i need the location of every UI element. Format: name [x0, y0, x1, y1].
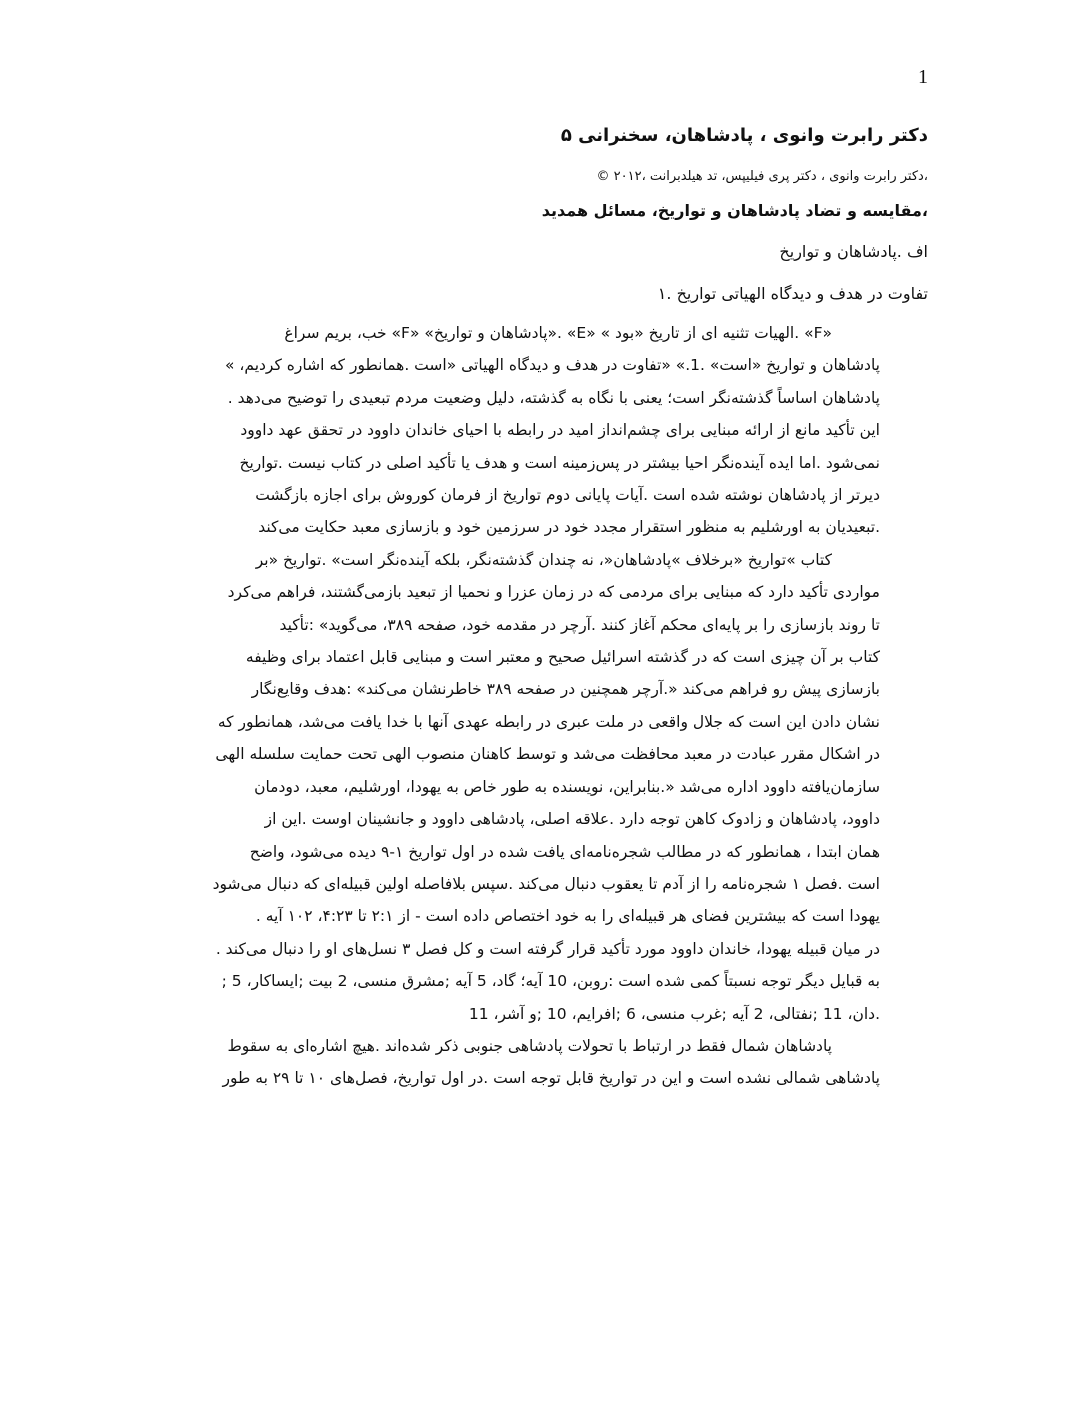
document-body [158, 122, 928, 1095]
paragraph-line: پادشاهان شمال فقط در ارتباط با تحولات پادشاهی جنوبی ذکر شده‌اند .هیچ اشاره‌ای به سقوط [227, 1036, 832, 1055]
paragraph-line: دیرتر از پادشاهان نوشته شده است .آیات پایانی دوم تواریخ از فرمان کوروش برای اجازه بازگشت [255, 486, 880, 505]
document-title: دکتر رابرت وانوی ، پادشاهان، سخنرانی ۵ [560, 125, 928, 146]
paragraph-line: .تبعیدیان به اورشلیم به منظور استقرار مجدد خود در سرزمین خود و بازسازی معبد حکایت می‌کند [258, 518, 880, 537]
paragraph-line: سازمان‌یافته داوود اداره می‌شد «.بنابراین، نویسنده به طور خاص به یهودا، اورشلیم، معبد، دودمان [254, 777, 880, 796]
copyright-line: ،دکتر رابرت وانوی ، دکتر پری فیلیپس، تد هیلدبرانت ،۲۰۱۲ © [596, 169, 928, 184]
paragraph-line: پادشاهی شمالی نشده است و این در تواریخ قابل توجه است .در اول تواریخ، فصل‌های ۱۰ تا ۲۹ به طور [222, 1069, 880, 1088]
paragraph-2 [158, 544, 928, 1030]
page-number: 1 [918, 66, 928, 88]
paragraph-line: به قبایل دیگر توجه نسبتاً کمی شده است :روبن، 10 آیه؛ گاد، 5 آیه ;مشرق منسی، 2 بیت ;ایساکار، 5 ; [221, 972, 880, 991]
paragraph-line: همان ابتدا ، همانطور که در مطالب شجره‌نامه‌ای یافت شده در اول تواریخ ۱-۹ دیده می‌شود، واضح [249, 842, 880, 861]
paragraph-line: .دان، 11 ;نفتالی، 2 آیه ;غرب منسی، 6 ;افرایم، 10 ;و آشر، 11 [468, 1004, 880, 1023]
document-subtitle: ،مقایسه و تضاد پادشاهان و تواریخ، مسائل همدید [541, 201, 928, 220]
paragraph-line: تا روند بازسازی را بر پایه‌ای محکم آغاز کنند .آرچر در مقدمه خود، صفحه ۳۸۹، می‌گوید» :تأکید [279, 615, 880, 634]
paragraph-line: کتاب بر آن چیزی است که در گذشته اسرائیل صحیح و معتبر است و مبنایی قابل اعتماد برای وظیفه [245, 648, 880, 667]
paragraph-line: است .فصل ۱ شجره‌نامه را از آدم تا یعقوب دنبال می‌کند .سپس بلافاصله اولین قبیله‌ای که دنبال می‌شود [212, 874, 880, 893]
paragraph-line: کتاب »تواریخ «برخلاف »پادشاهان«، نه چندان گذشته‌نگر، بلکه آینده‌نگر است» .تواریخ «بر [255, 550, 832, 569]
section-heading-a: اف .پادشاهان و تواریخ [779, 242, 928, 261]
paragraph-line: «F» .الهیات تثنیه ای از تاریخ «بود » «E» .«پادشاهان و تواریخ» «F» خب، بریم سراغ [284, 324, 832, 342]
paragraph-line: مواردی تأکید دارد که مبنایی برای مردمی که در زمان عزرا و نحمیا از تبعید بازمی‌گشتند، فراهم می‌کرد [227, 583, 880, 602]
paragraph-line: پادشاهان و تواریخ «است» .1.» «تفاوت در هدف و دیدگاه الهیاتی «است .همانطور که اشاره کردیم، » [224, 356, 880, 375]
paragraph-line: پادشاهان اساساً گذشته‌نگر است؛ یعنی با نگاه به گذشته، دلیل وضعیت مردم تبعیدی را توضیح می‌دهد . [227, 388, 880, 407]
paragraph-line: بازسازی پیش رو فراهم می‌کند «.آرچر همچنین در صفحه ۳۸۹ خاطرنشان می‌کند» :هدف وقایع‌نگار [251, 680, 880, 699]
section-heading-1: تفاوت در هدف و دیدگاه الهیاتی تواریخ .۱ [657, 284, 928, 303]
paragraph-line: در میان قبیله یهودا، خاندان داوود مورد تأکید قرار گرفته است و کل فصل ۳ نسل‌های او را دنبال می‌کند . [215, 939, 880, 958]
paragraph-line: نشان دادن این است که جلال واقعی در ملت عبری در رابطه عهدی آنها با خدا یافت می‌شد، همانطور که [217, 712, 880, 731]
paragraph-1 [158, 317, 928, 544]
paragraph-line: این تأکید مانع از ارائه مبنایی برای چشم‌انداز امید در رابطه با احیای خاندان داوود در تحقق عهد داوود [240, 421, 880, 440]
paragraph-line: نمی‌شود .اما ایده آینده‌نگر احیا بیشتر در پس‌زمینه است و هدف یا تأکید اصلی در کتاب نیست .تواریخ [239, 453, 880, 472]
paragraph-3 [158, 1030, 928, 1095]
paragraph-line: داوود، پادشاهان و زادوک کاهن توجه دارد .علاقه اصلی، پادشاهی داوود و جانشینان اوست .این از [264, 810, 880, 829]
paragraph-line: در اشکال مقرر عبادت در معبد محافظت می‌شد و توسط کاهنان منصوب الهی تحت حمایت سلسله الهی [215, 745, 880, 764]
paragraph-line: یهودا است که بیشترین فضای هر قبیله‌ای را به خود اختصاص داده است - از ۲:۱ تا ۴:۲۳، ۱۰۲ آیه . [255, 907, 880, 926]
